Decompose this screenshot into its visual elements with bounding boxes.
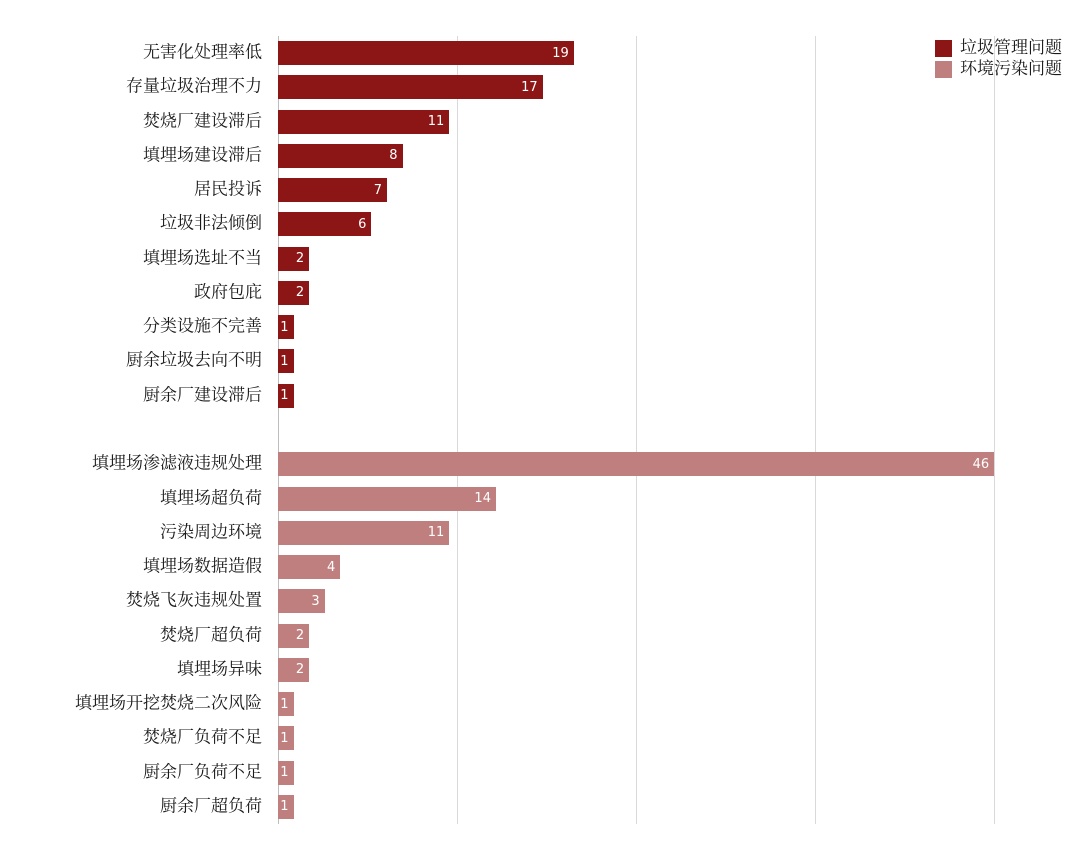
bar-value-label: 19 bbox=[552, 45, 569, 61]
legend-item[interactable] bbox=[935, 40, 1062, 57]
bar-value-label: 1 bbox=[280, 319, 289, 335]
y-axis-label: 厨余厂超负荷 bbox=[160, 796, 262, 817]
bar-row bbox=[278, 624, 1002, 648]
bar-row bbox=[278, 555, 1002, 579]
bar[interactable] bbox=[278, 589, 325, 613]
bar-value-label: 2 bbox=[295, 285, 305, 301]
bar-value-label: 1 bbox=[280, 765, 289, 781]
bar[interactable] bbox=[278, 658, 309, 682]
bar-value-label: 6 bbox=[358, 216, 367, 232]
y-axis-label: 污染周边环境 bbox=[160, 522, 262, 543]
bar-value-label: 46 bbox=[972, 456, 990, 472]
bar[interactable] bbox=[278, 555, 340, 579]
y-axis-label: 分类设施不完善 bbox=[143, 316, 262, 337]
bar[interactable] bbox=[278, 761, 294, 785]
bar-value-label: 2 bbox=[295, 628, 305, 644]
bar-value-label: 1 bbox=[280, 730, 289, 746]
bar-row bbox=[278, 110, 1002, 134]
bar[interactable] bbox=[278, 144, 403, 168]
bar-value-label: 1 bbox=[280, 353, 289, 369]
bar-row bbox=[278, 41, 1002, 65]
bar-row bbox=[278, 487, 1002, 511]
bar-row bbox=[278, 247, 1002, 271]
y-axis-label: 焚烧厂超负荷 bbox=[160, 625, 262, 646]
y-axis-label: 厨余厂负荷不足 bbox=[143, 762, 262, 783]
bar[interactable] bbox=[278, 75, 543, 99]
bar-value-label: 2 bbox=[295, 251, 305, 267]
bar[interactable] bbox=[278, 315, 294, 339]
y-axis-category-labels bbox=[0, 36, 270, 824]
y-axis-label: 居民投诉 bbox=[194, 179, 262, 200]
bar-row bbox=[278, 521, 1002, 545]
y-axis-label: 填埋场选址不当 bbox=[143, 248, 262, 269]
bar-row bbox=[278, 178, 1002, 202]
y-axis-label: 厨余垃圾去向不明 bbox=[126, 350, 262, 371]
bar-row bbox=[278, 761, 1002, 785]
bar[interactable] bbox=[278, 178, 387, 202]
legend-color-swatch bbox=[935, 61, 952, 78]
bar-value-label: 7 bbox=[373, 182, 382, 198]
plot-area bbox=[278, 36, 1002, 824]
bar-row bbox=[278, 315, 1002, 339]
y-axis-label: 厨余厂建设滞后 bbox=[143, 385, 262, 406]
bar-value-label: 14 bbox=[474, 491, 491, 507]
bar[interactable] bbox=[278, 726, 294, 750]
y-axis-label: 政府包庇 bbox=[194, 282, 262, 303]
bar-value-label: 1 bbox=[280, 799, 289, 815]
bar[interactable] bbox=[278, 624, 309, 648]
legend-label: 垃圾管理问题 bbox=[960, 38, 1062, 58]
y-axis-label: 存量垃圾治理不力 bbox=[126, 76, 262, 97]
y-axis-label: 填埋场开挖焚烧二次风险 bbox=[75, 693, 262, 714]
bar[interactable] bbox=[278, 281, 309, 305]
legend-color-swatch bbox=[935, 40, 952, 57]
bar-value-label: 1 bbox=[280, 696, 289, 712]
bar-value-label: 11 bbox=[427, 114, 445, 130]
chart-legend bbox=[935, 40, 1062, 78]
bar[interactable] bbox=[278, 110, 449, 134]
bar-value-label: 11 bbox=[427, 525, 445, 541]
legend-label: 环境污染问题 bbox=[960, 59, 1062, 79]
bar[interactable] bbox=[278, 487, 496, 511]
bar[interactable] bbox=[278, 41, 574, 65]
bar-row bbox=[278, 658, 1002, 682]
bar[interactable] bbox=[278, 452, 994, 476]
bar[interactable] bbox=[278, 247, 309, 271]
y-axis-label: 填埋场数据造假 bbox=[143, 556, 262, 577]
bar[interactable] bbox=[278, 521, 449, 545]
bar-row bbox=[278, 589, 1002, 613]
bar-value-label: 3 bbox=[311, 593, 320, 609]
bar[interactable] bbox=[278, 212, 371, 236]
bar-value-label: 2 bbox=[295, 662, 305, 678]
bar-row bbox=[278, 795, 1002, 819]
bar[interactable] bbox=[278, 384, 294, 408]
bar[interactable] bbox=[278, 692, 294, 716]
y-axis-label: 无害化处理率低 bbox=[143, 42, 262, 63]
bar-row bbox=[278, 281, 1002, 305]
bar-row bbox=[278, 452, 1002, 476]
y-axis-label: 垃圾非法倾倒 bbox=[160, 213, 262, 234]
y-axis-label: 焚烧厂负荷不足 bbox=[143, 727, 262, 748]
bar[interactable] bbox=[278, 795, 294, 819]
bar[interactable] bbox=[278, 349, 294, 373]
y-axis-label: 焚烧飞灰违规处置 bbox=[126, 590, 262, 611]
bar-value-label: 17 bbox=[521, 79, 538, 95]
y-axis-label: 填埋场渗滤液违规处理 bbox=[92, 453, 262, 474]
bar-row bbox=[278, 692, 1002, 716]
bar-row bbox=[278, 212, 1002, 236]
y-axis-label: 焚烧厂建设滞后 bbox=[143, 111, 262, 132]
bar-row bbox=[278, 75, 1002, 99]
bar-value-label: 1 bbox=[280, 388, 289, 404]
bar-value-label: 8 bbox=[389, 148, 398, 164]
legend-item[interactable] bbox=[935, 61, 1062, 78]
bar-row bbox=[278, 349, 1002, 373]
y-axis-label: 填埋场超负荷 bbox=[160, 488, 262, 509]
bar-row bbox=[278, 726, 1002, 750]
bar-row bbox=[278, 384, 1002, 408]
y-axis-label: 填埋场异味 bbox=[177, 659, 262, 680]
bar-row bbox=[278, 144, 1002, 168]
bar-value-label: 4 bbox=[326, 559, 336, 575]
y-axis-label: 填埋场建设滞后 bbox=[143, 145, 262, 166]
